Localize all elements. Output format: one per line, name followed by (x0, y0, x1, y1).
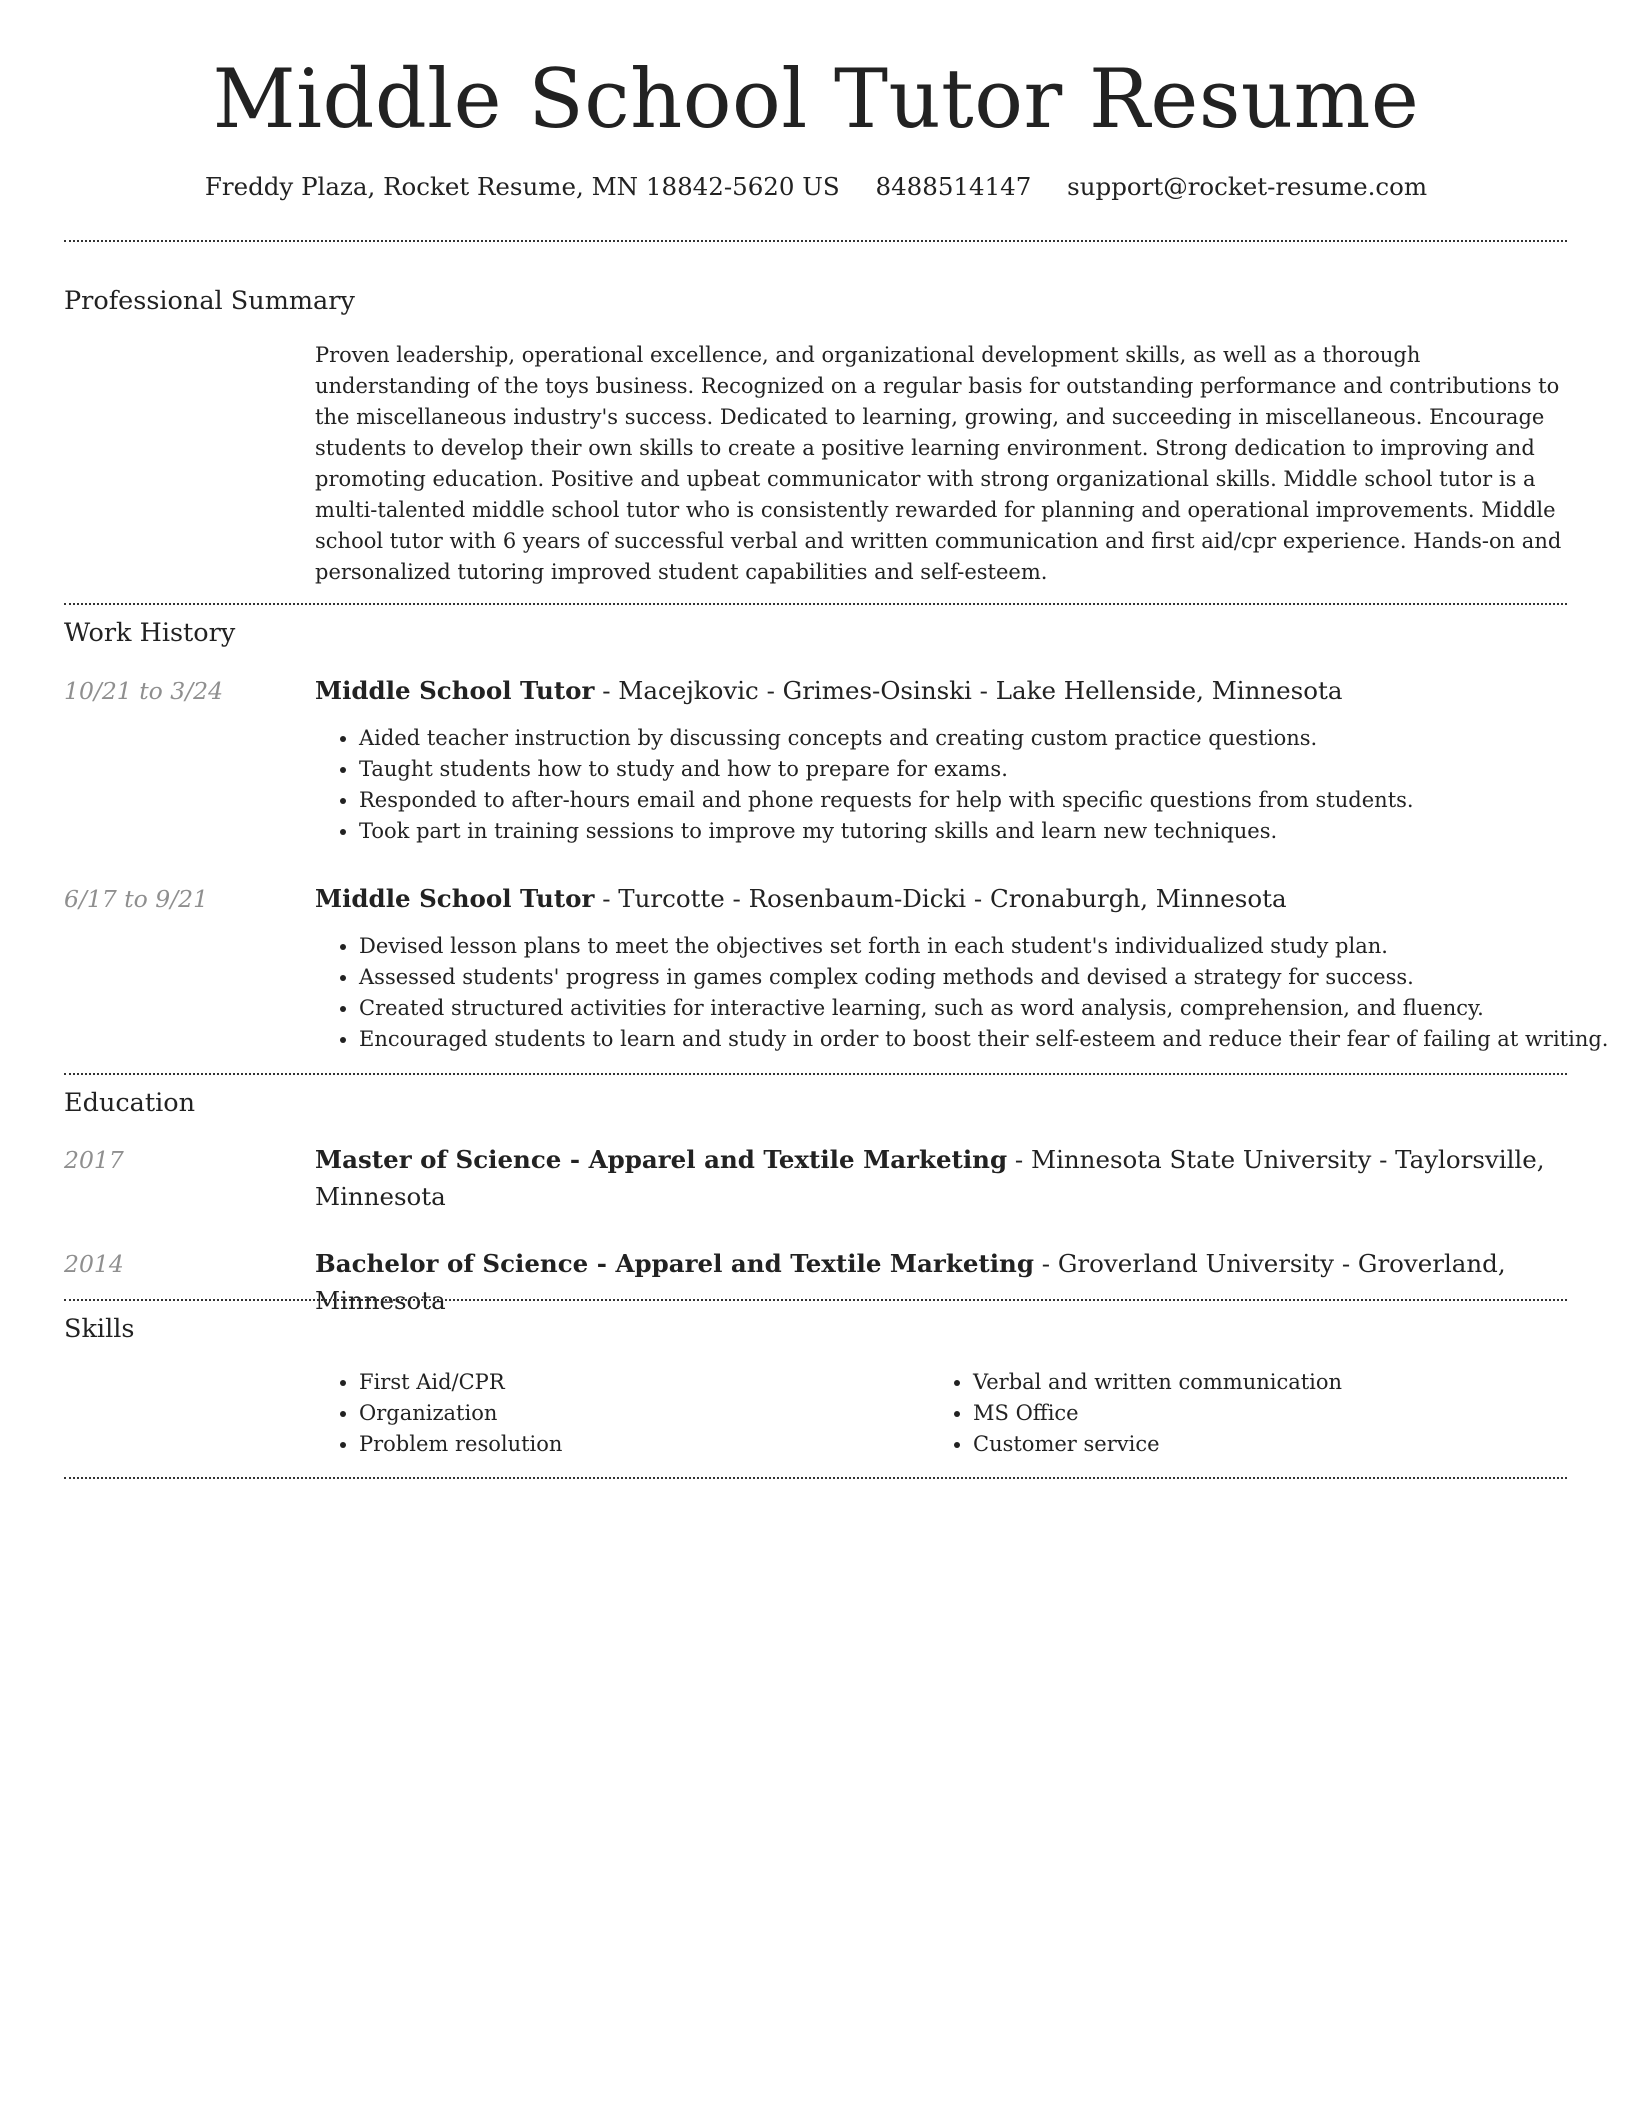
list-item: • Encouraged students to learn and study in order to boost their self-esteem and reduce their fear of failing at writing. (359, 1024, 1611, 1055)
job-details: - Macejkovic - Grimes-Osinski - Lake Hellenside, Minnesota (594, 676, 1343, 705)
education-year: 2014 (64, 1250, 124, 1278)
job-dates: 10/21 to 3/24 (64, 677, 224, 705)
skill-item: • Problem resolution (359, 1429, 919, 1460)
education-entry (315, 1245, 1567, 1319)
divider (64, 603, 1567, 605)
skills-heading: Skills (64, 1314, 135, 1344)
list-item: • Responded to after-hours email and phone requests for help with specific questions from students. (359, 785, 1611, 816)
job-role: Middle School Tutor (315, 676, 595, 705)
divider (64, 1073, 1567, 1075)
education-details: - Groverland University - Groverland, Minnesota (315, 1249, 1506, 1315)
job-dates: 6/17 to 9/21 (64, 885, 209, 913)
list-item: • Created structured activities for interactive learning, such as word analysis, comprehension, and fluency. (359, 993, 1611, 1024)
divider (64, 1477, 1567, 1479)
list-item: • Aided teacher instruction by discussing concepts and creating custom practice questions. (359, 723, 1611, 754)
contact-address: Freddy Plaza, Rocket Resume, MN 18842-5620 US (204, 172, 840, 201)
education-degree: Master of Science - Apparel and Textile Marketing (315, 1145, 1008, 1174)
job-title (315, 880, 1567, 917)
skill-item: • Verbal and written communication (973, 1367, 1593, 1398)
education-details: - Minnesota State University - Taylorsville, Minnesota (315, 1145, 1545, 1211)
job-role: Middle School Tutor (315, 884, 595, 913)
list-item: • Assessed students' progress in games complex coding methods and devised a strategy for success. (359, 962, 1611, 993)
education-degree: Bachelor of Science - Apparel and Textile Marketing (315, 1249, 1034, 1278)
list-item: • Taught students how to study and how to prepare for exams. (359, 754, 1611, 785)
list-item: • Took part in training sessions to improve my tutoring skills and learn new techniques. (359, 816, 1611, 847)
job-details: - Turcotte - Rosenbaum-Dicki - Cronaburgh, Minnesota (594, 884, 1287, 913)
resume-title: Middle School Tutor Resume (212, 53, 1420, 147)
divider (64, 240, 1567, 242)
summary-text: Proven leadership, operational excellence, and organizational development skills, as well as a thorough understanding of the toys business. Recognized on a regular basis for outstanding performance and contributions to the miscellaneous industry's success. Dedicated to learning, growing, and succeeding in miscellaneous. Encourage students to develop their own skills to create a positive learning environment. Strong dedication to improving and promoting education. Positive and upbeat communicator with strong organizational skills. Middle school tutor is a multi-talented middle school tutor who is consistently rewarded for planning and operational improvements. Middle school tutor with 6 years of successful verbal and written communication and first aid/cpr experience. Hands-on and personalized tutoring improved student capabilities and self-esteem. (315, 343, 1562, 584)
work-history-heading: Work History (64, 618, 236, 648)
contact-line (0, 168, 1632, 206)
skill-item: • MS Office (973, 1398, 1593, 1429)
summary-heading: Professional Summary (64, 286, 355, 316)
divider (64, 1299, 1567, 1301)
skill-item: • Organization (359, 1398, 919, 1429)
education-entry (315, 1141, 1567, 1215)
skill-item: • First Aid/CPR (359, 1367, 919, 1398)
skills-list-left (315, 1367, 919, 1460)
job-title (315, 672, 1567, 709)
contact-phone: 8488514147 (875, 172, 1032, 201)
skill-item: • Customer service (973, 1429, 1593, 1460)
job-bullets (315, 931, 1611, 1055)
contact-email: support@rocket-resume.com (1067, 172, 1428, 201)
skills-list-right (929, 1367, 1593, 1460)
education-year: 2017 (64, 1146, 124, 1174)
list-item: • Devised lesson plans to meet the objectives set forth in each student's individualized study plan. (359, 931, 1611, 962)
education-heading: Education (64, 1088, 196, 1118)
job-bullets (315, 723, 1611, 847)
